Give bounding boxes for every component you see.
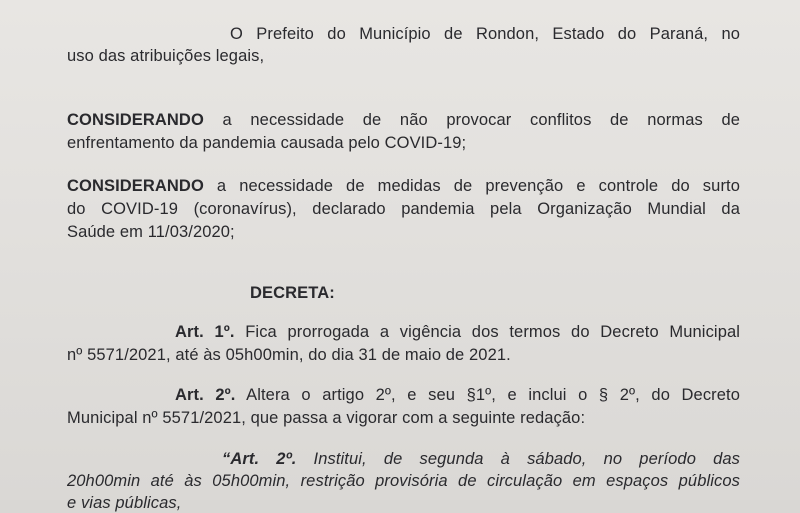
considerando-1-line-2: enfrentamento da pandemia causada pelo COVID-19; (67, 134, 467, 152)
considerando-2-line-1: CONSIDERANDO a necessidade de medidas de prevenção e controle do surto (67, 177, 740, 195)
considerando-2-line-3: Saúde em 11/03/2020; (67, 223, 235, 241)
considerando-1-line-1: CONSIDERANDO a necessidade de não provocar conflitos de normas de (67, 111, 740, 129)
preamble-line-1: O Prefeito do Município de Rondon, Estado do Paraná, no (230, 25, 740, 43)
preamble-line-2: uso das atribuições legais, (67, 47, 265, 65)
art-2-label: Art. 2º. (175, 386, 236, 404)
quote-line-3: e vias públicas, (67, 494, 182, 512)
quote-line-2: 20h00min até às 05h00min, restrição provisória de circulação em espaços públicos (67, 472, 740, 490)
quote-label: “Art. 2º. (222, 450, 297, 468)
art-2-line-2: Municipal nº 5571/2021, que passa a vigorar com a seguinte redação: (67, 409, 586, 427)
art-1-line-1: Art. 1º. Fica prorrogada a vigência dos termos do Decreto Municipal (175, 323, 741, 341)
art-2-line-1: Art. 2º. Altera o artigo 2º, e seu §1º, e inclui o § 2º, do Decreto (175, 386, 740, 404)
quote-line-1: “Art. 2º. Institui, de segunda à sábado, no período das (222, 450, 741, 468)
decreta-heading: DECRETA: (250, 284, 335, 302)
considerando-keyword: CONSIDERANDO (67, 177, 204, 195)
considerando-2-line-2: do COVID-19 (coronavírus), declarado pandemia pela Organização Mundial da (67, 200, 740, 218)
art-1-line-2: nº 5571/2021, até às 05h00min, do dia 31 de maio de 2021. (67, 346, 511, 364)
considerando-keyword: CONSIDERANDO (67, 111, 204, 129)
art-1-label: Art. 1º. (175, 323, 235, 341)
